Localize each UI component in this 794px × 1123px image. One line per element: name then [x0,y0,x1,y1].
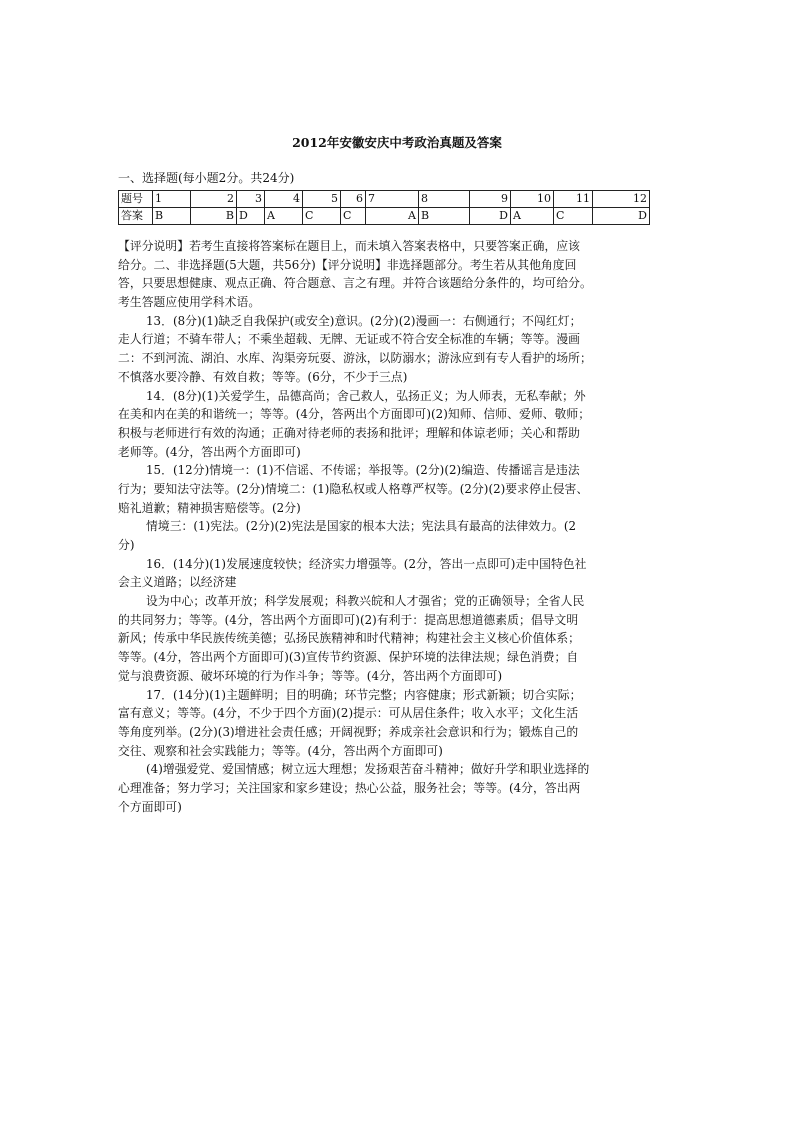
table-cell-number: 11 [554,191,593,208]
paragraph-line: 会主义道路；以经济建 [118,575,237,590]
paragraph-line: 15．(12分)情境一：(1)不信谣、不传谣；举报等。(2分)(2)编造、传播谣言是违法 [146,463,580,478]
paragraph-line: 行为；要知法守法等。(2分)情境二：(1)隐私权或人格尊严权等。(2分)(2)要求停止侵害、 [118,481,589,496]
paragraph-line: 富有意义；等等。(4分，不少于四个方面)(2)提示：可从居住条件；收入水平；文化生活 [118,706,579,721]
table-cell-answer: A [265,208,303,225]
paragraph-line: 情境三：(1)宪法。(2分)(2)宪法是国家的根本大法；宪法具有最高的法律效力。(2 [146,519,577,534]
paragraph-line: 在美和内在美的和谐统一；等等。(4分，答两出个方面即可)(2)知师、信师、爱师、敬师； [118,407,591,422]
paragraph-line: 答，只要思想健康、观点正确、符合题意、言之有理。并符合该题给分条件的，均可给分。 [118,276,592,291]
table-cell-number: 4 [265,191,303,208]
table-answer-label: 答案 [119,208,153,225]
table-cell-number: 8 [419,191,470,208]
paragraph-line: 不慎落水要冷静、有效自救；等等。(6分，不少于三点) [118,369,408,384]
table-cell-number: 1 [153,191,191,208]
paragraph-line: 设为中心；改革开放；科学发展观；科教兴皖和人才强省；党的正确领导；全省人民 [146,594,585,609]
table-row-answers [119,208,650,225]
table-cell-number: 5 [303,191,341,208]
paragraph-line: 交往、观察和社会实践能力；等等。(4分，答出两个方面即可) [118,743,443,758]
paragraph-line: 二：不到河流、湖泊、水库、沟渠旁玩耍、游泳，以防溺水；游泳应到有专人看护的场所； [118,351,592,366]
paragraph-line: 新风；传承中华民族传统美德；弘扬民族精神和时代精神；构建社会主义核心价值体系； [118,631,581,646]
paragraph-line: 个方面即可) [118,799,182,814]
paragraph-line: (4)增强爱党、爱国情感；树立远大理想；发扬艰苦奋斗精神；做好升学和职业选择的 [146,762,590,777]
section-heading: 一、选择题(每小题2分。共24分) [118,171,295,185]
paragraph-line: 等等。(4分，答出两个方面即可)(3)宣传节约资源、保护环境的法律法规；绿色消费；自 [118,650,579,665]
table-cell-answer: C [303,208,341,225]
paragraph-line: 赔礼道歉；精神损害赔偿等。(2分) [118,500,301,515]
table-cell-answer: B [191,208,237,225]
paragraph-line: 17．(14分)(1)主题鲜明；目的明确；环节完整；内容健康；形式新颖；切合实际； [146,687,582,702]
table-cell-answer: C [554,208,593,225]
paragraph-line: 等角度列举。(2分)(3)增进社会责任感；开阔视野；养成亲社会意识和行为；锻炼自己的 [118,724,579,739]
table-row-numbers [119,191,650,208]
paragraph-line: 心理准备；努力学习；关注国家和家乡建设；热心公益，服务社会；等等。(4分，答出两 [118,780,581,795]
paragraph-line: 13．(8分)(1)缺乏自我保护(或安全)意识。(2分)(2)漫画一：右侧通行；不闯红灯； [146,313,582,328]
answer-explanation-body [118,237,678,816]
paragraph-line: 的共同努力；等等。(4分，答出两个方面即可)(2)有利于：提高思想道德素质；倡导文明 [118,612,579,627]
document-title: 2012年安徽安庆中考政治真题及答案 [292,135,502,150]
table-cell-answer: B [153,208,191,225]
table-cell-answer: D [237,208,265,225]
table-cell-number: 12 [593,191,650,208]
table-cell-number: 6 [341,191,366,208]
paragraph-line: 给分。二、非选择题(5大题，共56分)【评分说明】非选择题部分。考生若从其他角度回 [118,257,577,272]
table-cell-number: 3 [237,191,265,208]
table-cell-answer: A [511,208,554,225]
paragraph-line: 走人行道；不骑车带人；不乘坐超载、无牌、无证或不符合安全标准的车辆；等等。漫画 [118,332,581,347]
table-cell-answer: D [593,208,650,225]
paragraph-line: 老师等。(4分，答出两个方面即可) [118,444,301,459]
paragraph-line: 16．(14分)(1)发展速度较快；经济实力增强等。(2分，答出一点即可)走中国特色社 [146,556,587,571]
answer-table [118,190,650,225]
paragraph-line: 考生答题应使用学科术语。 [118,295,261,310]
table-header-label: 题号 [119,191,153,208]
table-cell-answer: A [366,208,419,225]
paragraph-line: 积极与老师进行有效的沟通；正确对待老师的表扬和批评；理解和体谅老师；关心和帮助 [118,425,581,440]
table-cell-answer: B [419,208,470,225]
paragraph-line: 觉与浪费资源、破坏环境的行为作斗争；等等。(4分，答出两个方面即可) [118,668,503,683]
paragraph-line: 14．(8分)(1)关爱学生，品德高尚；舍己救人，弘扬正义；为人师表，无私奉献；外 [146,388,586,403]
table-cell-answer: D [470,208,511,225]
table-cell-answer: C [341,208,366,225]
paragraph-line: 分) [118,538,135,552]
table-cell-number: 10 [511,191,554,208]
paragraph-line: 【评分说明】若考生直接将答案标在题目上，而未填入答案表格中，只要答案正确，应该 [118,239,581,253]
table-cell-number: 9 [470,191,511,208]
table-cell-number: 7 [366,191,419,208]
table-cell-number: 2 [191,191,237,208]
